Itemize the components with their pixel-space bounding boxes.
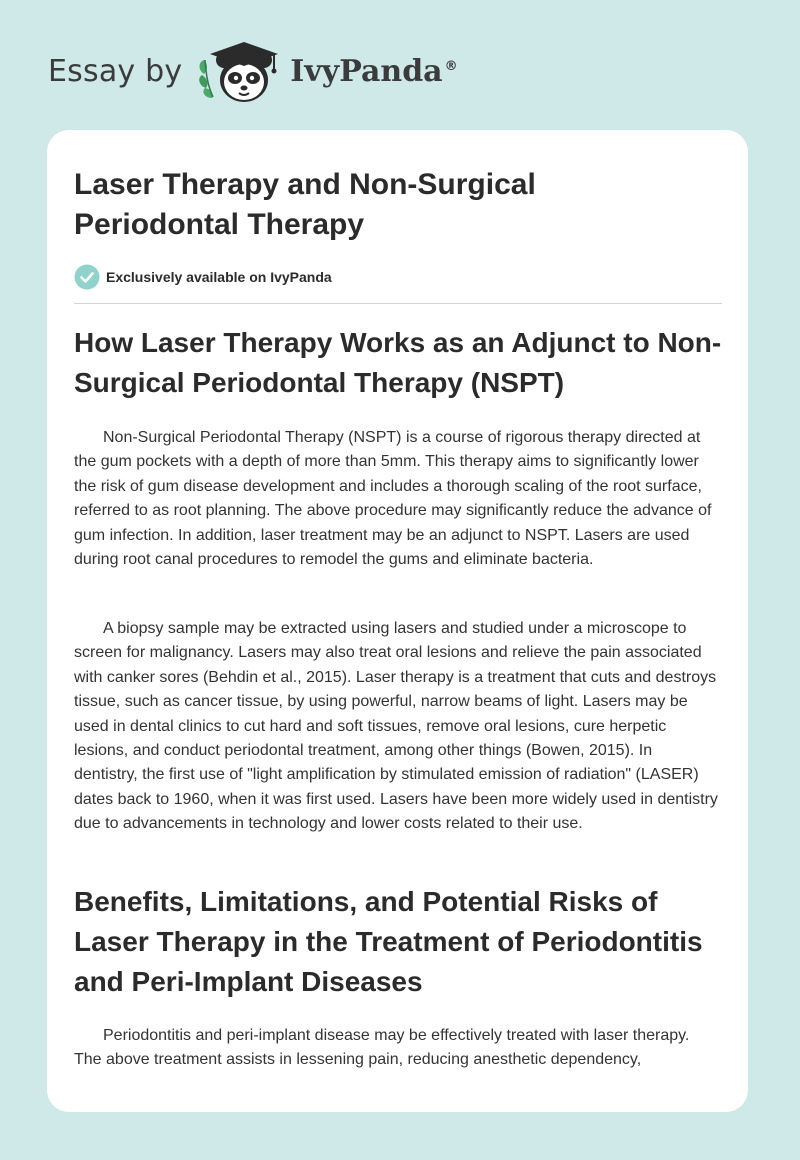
- section-heading: How Laser Therapy Works as an Adjunct to Non-Surgical Periodontal Therapy (NSPT): [74, 327, 722, 398]
- paragraph: Non-Surgical Periodontal Therapy (NSPT) is a course of rigorous therapy directed at the gum pockets with a depth of more than 5mm. This therapy aims to significantly lower the risk of gum disease development and includes a thorough scaling of the root surface, referred to as root planning. The above procedure may significantly reduce the advance of gum infection. In addition, laser treatment may be an adjunct to NSPT. Lasers are used during root canal procedures to remodel the gums and eliminate bacteria.: [74, 429, 712, 569]
- exclusive-badge-text: Exclusively available on IvyPanda: [106, 269, 332, 285]
- check-circle-icon: [74, 264, 100, 290]
- page-title: Laser Therapy and Non-Surgical Periodontal Therapy: [74, 168, 536, 241]
- brand-name: [290, 54, 457, 89]
- section-heading: Benefits, Limitations, and Potential Risks of Laser Therapy in the Treatment of Periodontitis and Peri-Implant Diseases: [74, 886, 703, 997]
- brand-prefix: Essay by: [48, 53, 183, 89]
- exclusive-badge: [74, 264, 332, 290]
- panda-graduate-icon: [196, 36, 286, 106]
- paragraph: Periodontitis and peri-implant disease may be effectively treated with laser therapy. The above treatment assists in lessening pain, reducing anesthetic dependency,: [74, 1027, 690, 1069]
- paragraph: A biopsy sample may be extracted using lasers and studied under a microscope to screen for malignancy. Lasers may also treat oral lesions and relieve the pain associated with canker sores (Behdin et al., 2015). Laser therapy is a treatment that cuts and destroys tissue, such as cancer tissue, by using powerful, narrow beams of light. Lasers may be used in dental clinics to cut hard and soft tissues, remove oral lesions, cure herpetic lesions, and conduct periodontal treatment, among other things (Bowen, 2015). In dentistry, the first use of "light amplification by stimulated emission of radiation" (LASER) dates back to 1960, when it was first used. Lasers have been more widely used in dentistry due to advancements in technology and lower costs related to their use.: [74, 620, 718, 833]
- registered-mark: ®: [444, 58, 458, 74]
- brand-name-text: IvyPanda: [290, 53, 443, 89]
- brand-header[interactable]: [48, 36, 458, 106]
- divider: [74, 303, 722, 304]
- article-card: [47, 130, 748, 1112]
